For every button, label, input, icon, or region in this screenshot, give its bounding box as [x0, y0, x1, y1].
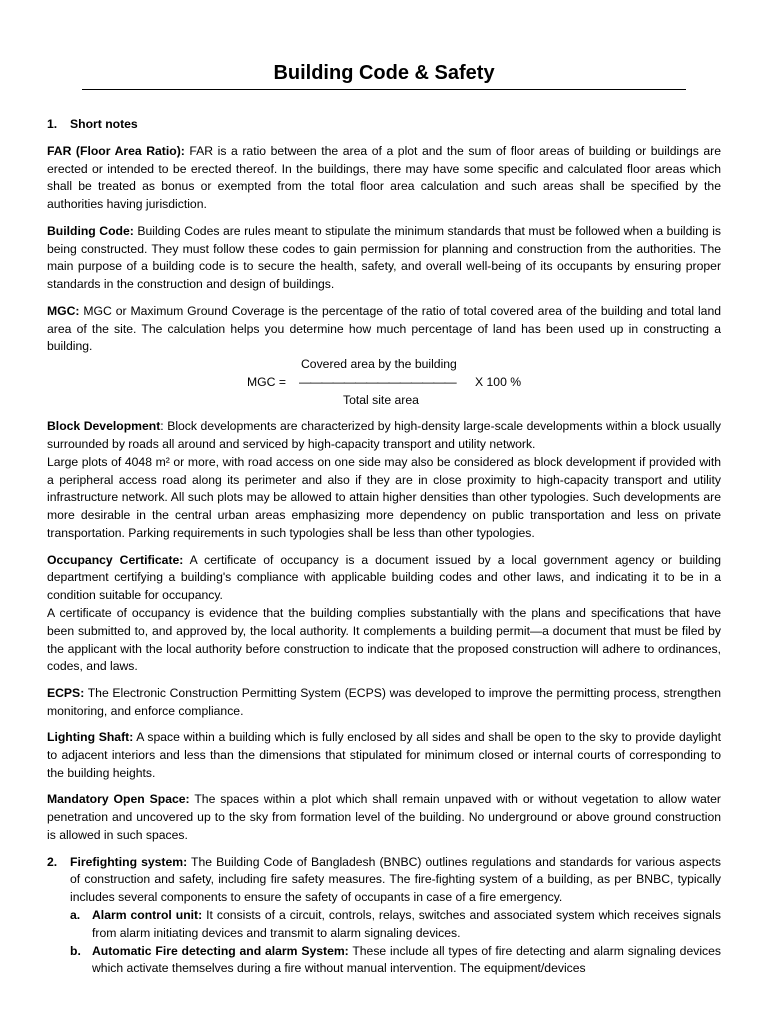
open-space-text: The spaces within a plot which shall remain unpaved with or without vegetation to allow water penetration and uncovered up to the sky from formation level of the building. No underground or above ground construction is allowed in such spaces.	[47, 792, 721, 843]
formula-lhs: MGC =	[247, 375, 286, 390]
far-paragraph	[47, 143, 721, 214]
building-code-text: Building Codes are rules meant to stipulate the minimum standards that must be followed when a building is being constructed. They must follow these codes to gain permission for planning and construction from the authorities. The main purpose of a building code is to secure the health, safety, and overall well-being of its occupants by ensuring proper standards in the construction and design of buildings.	[47, 223, 721, 292]
list-item	[70, 943, 721, 979]
block-development-term: Block Development	[47, 419, 161, 434]
occupancy-certificate-term: Occupancy Certificate:	[47, 552, 184, 567]
block-development-paragraph-2: Large plots of 4048 m² or more, with road access on one side may also be considered as block development if provided with a peripheral access road along its perimeter and also if they are in close proximity to high-capacity transport and utility infrastructure network. All such plots may be allowed to attain higher densities than other typologies. Such developments are more desirable in the central urban areas emphasizing more dependency on public transportation and less on private transportation. Parking requirements in such typologies shall be less than other typologies.	[47, 454, 721, 540]
block-development-text-1: : Block developments are characterized by high-density large-scale developments within a block usually surrounded by roads all around and serviced by high-capacity transport and utility network.	[47, 419, 721, 451]
firefighting-text: The Building Code of Bangladesh (BNBC) outlines regulations and standards for various aspects of construction and safety, including fire safety measures. The fire-fighting system of a building, as per BNBC, typically includes several components to ensure the safety of occupants in case of a fire emergency.	[70, 854, 721, 905]
formula-fraction-bar: ——————————————	[299, 375, 456, 390]
alarm-control-unit-term: Alarm control unit:	[92, 908, 203, 923]
lighting-shaft-paragraph	[47, 729, 721, 782]
document-body	[47, 116, 721, 978]
section-1-heading	[47, 116, 721, 134]
list-item-body	[92, 907, 721, 943]
firefighting-paragraph	[70, 854, 721, 907]
section-2-body	[70, 854, 721, 979]
building-code-term: Building Code:	[47, 223, 134, 238]
list-item-letter: b.	[70, 943, 81, 958]
open-space-paragraph	[47, 791, 721, 844]
section-2	[47, 854, 721, 979]
list-item-body	[92, 943, 721, 979]
page-title: Building Code & Safety	[273, 62, 495, 84]
mgc-formula	[47, 356, 721, 410]
formula-numerator: Covered area by the building	[301, 357, 457, 372]
alarm-control-unit-text: It consists of a circuit, controls, relays, switches and associated system which receives signals from alarm initiating devices and transmit to alarm signaling devices.	[92, 908, 721, 940]
section-2-number: 2.	[47, 854, 58, 869]
occupancy-certificate-paragraph	[47, 552, 721, 605]
far-text: FAR is a ratio between the area of a plot and the sum of floor areas of building or buildings are erected or intended to be erected thereof. In the buildings, there may have some specific and calculated floor areas which shall be treated as bonus or exempted from the total floor area calculation and such areas shall be specified by the authorities having jurisdiction.	[47, 143, 722, 212]
list-item	[70, 907, 721, 943]
firefighting-term: Firefighting system:	[70, 854, 188, 869]
far-term: FAR (Floor Area Ratio):	[47, 143, 185, 158]
lighting-shaft-term: Lighting Shaft:	[47, 730, 134, 745]
section-1-number: 1.	[47, 117, 58, 131]
mgc-paragraph	[47, 303, 721, 356]
building-code-paragraph	[47, 223, 721, 294]
title-underline	[82, 89, 686, 90]
formula-multiplier: X 100 %	[475, 375, 522, 390]
open-space-term: Mandatory Open Space:	[47, 792, 190, 807]
formula-denominator: Total site area	[343, 393, 419, 408]
auto-fire-detecting-text: These include all types of fire detecting and alarm signaling devices which activate themselves during a fire without manual intervention. The equipment/devices	[92, 943, 721, 976]
mgc-text: MGC or Maximum Ground Coverage is the percentage of the ratio of total covered area of the building and total land area of the site. The calculation helps you determine how much percentage of land has been used up in constructing a building.	[47, 303, 721, 354]
section-1-title: Short notes	[70, 117, 138, 131]
ecps-term: ECPS:	[47, 685, 85, 700]
occupancy-certificate-text-1: A certificate of occupancy is a document issued by a local government agency or building department certifying a building's compliance with applicable building codes and other laws, and indicating it to be in a condition suitable for occupancy.	[47, 552, 721, 603]
lighting-shaft-text: A space within a building which is fully enclosed by all sides and shall be open to the sky to provide daylight to adjacent interiors and less than the dimensions that stipulated for minimum closed or internal courts of corresponding to the building heights.	[47, 730, 721, 780]
block-development-paragraph	[47, 418, 721, 454]
list-item-letter: a.	[70, 908, 81, 923]
auto-fire-detecting-term: Automatic Fire detecting and alarm System:	[92, 943, 349, 958]
occupancy-certificate-paragraph-2: A certificate of occupancy is evidence that the building complies substantially with the plans and specifications that have been submitted to, and approved by, the local authority. It complements a building permit—a document that must be filed by the applicant with the local authority before construction to indicate that the proposed construction will adhere to ordinances, codes, and laws.	[47, 605, 721, 674]
ecps-text: The Electronic Construction Permitting System (ECPS) was developed to improve the permitting process, strengthen monitoring, and enforce compliance.	[47, 685, 721, 718]
mgc-term: MGC:	[47, 303, 80, 318]
ecps-paragraph	[47, 685, 721, 721]
